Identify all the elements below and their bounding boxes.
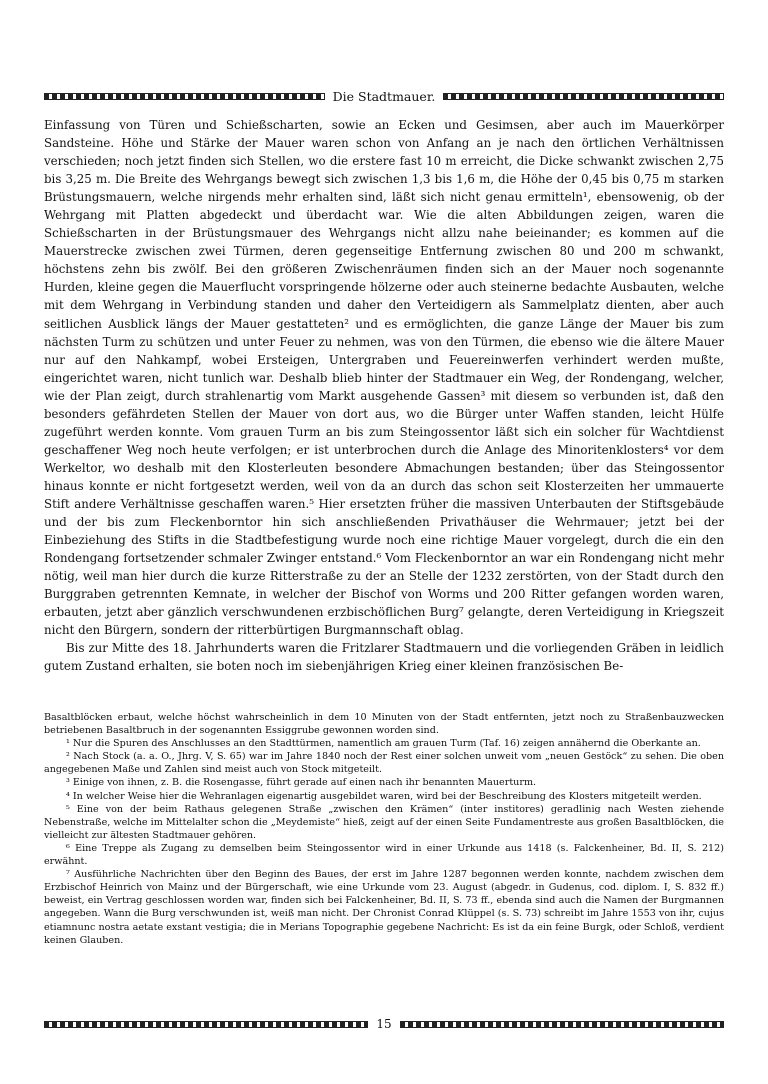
footnote-7: ⁷ Ausführliche Nachrichten über den Beginn des Baues, der erst im Jahre 1287 begonnen werden konnte, nachdem zwischen dem Erzbischof Heinrich von Mainz und der Bürgerschaft, wie eine Urkunde vom 23. August (abgedr. in Gudenus, cod. diplom. I, S. 832 ff.) beweist, ein Vertrag geschlossen worden war, finden sich bei Falckenheiner, Bd. II, S. 73 ff., ebenda sind auch die Namen der Burgmannen angegeben. Wann die Burg verschwunden ist, weiß man nicht. Der Chronist Conrad Klüppel (s. S. 73) schreibt im Jahre 1553 von ihr, cujus etiamnunc nostra aetate exstant vestigia; die in Merians Topographie gegebene Nachricht: Es ist da ein feine Burgk, oder Schloß, verdient keinen Glauben. [44,869,724,946]
footer-ornament-left [44,1021,368,1028]
footnote-continuation: Basaltblöcken erbaut, welche höchst wahrscheinlich in dem 10 Minuten von der Stadt entfernten, jetzt noch zu Straßenbauzwecken betriebenen Basaltbruch in der sogenannten Essiggrube gewonnen worden sind. [44,712,724,737]
footnote-6: ⁶ Eine Treppe als Zugang zu demselben beim Steingossentor wird in einer Urkunde aus 1418 (s. Falckenheiner, Bd. II, S. 212) erwähnt. [44,842,724,868]
footnote-4: ⁴ In welcher Weise hier die Wehranlagen eigenartig ausgebildet waren, wird bei der Beschreibung des Klosters mitgeteilt werden. [66,790,702,802]
footer-ornament-right [400,1021,724,1028]
footnote-1: ¹ Nur die Spuren des Anschlusses an den Stadttürmen, namentlich am grauen Turm (Taf. 16) zeigen annähernd die Oberkante an. [66,738,701,750]
page-number: 15 [376,1017,392,1031]
running-title: Die Stadtmauer. [332,88,436,104]
running-header [44,88,724,104]
header-ornament-left [44,93,325,100]
main-text [44,116,724,675]
footnote-2: ² Nach Stock (a. a. O., Jhrg. V, S. 65) war im Jahre 1840 noch der Rest einer solchen unweit vom „neuen Gestöck“ zu sehen. Die oben angegebenen Maße und Zahlen sind meist auch von Stock mitgeteilt. [44,751,724,776]
footnote-3: ³ Einige von ihnen, z. B. die Rosengasse, führt gerade auf einen nach ihr benannten Mauerturm. [66,777,537,789]
footnotes [44,711,724,947]
paragraph-1: Einfassung von Türen und Schießscharten, sowie an Ecken und Gesimsen, aber auch im Mauerkörper Sandsteine. Höhe und Stärke der Mauer waren schon von Anfang an je nach den örtlichen Verhältnissen verschieden; noch jetzt finden sich Stellen, wo die erstere fast 10 m erreicht, die Dicke schwankt zwischen 2,75 bis 3,25 m. Die Breite des Wehrgangs bewegt sich zwischen 1,3 bis 1,6 m, die Höhe der 0,45 bis 0,75 m starken Brüstungsmauern, welche nirgends mehr erhalten sind, läßt sich nicht genau ermitteln¹, ebensowenig, ob der Wehrgang mit Platten abgedeckt und überdacht war. Wie die alten Abbildungen zeigen, waren die Schießscharten in der Brüstungsmauer des Wehrgangs nicht allzu nahe beieinander; es kommen auf die Mauerstrecke zwischen zwei Türmen, deren gegenseitige Entfernung zwischen 80 und 200 m schwankt, höchstens zehn bis zwölf. Bei den größeren Zwischenräumen finden sich an der Mauer noch sogenannte Hurden, kleine gegen die Mauerflucht vorspringende hölzerne oder auch steinerne bedachte Ausbauten, welche mit dem Wehrgang in Verbindung standen und daher den Verteidigern als Sammelplatz dienten, aber auch seitlichen Ausblick längs der Mauer gestatteten² und es ermöglichten, die ganze Länge der Mauer bis zum nächsten Turm zu schützen und unter Feuer zu nehmen, was von den Türmen, die ebenso wie die ältere Mauer nur auf den Nahkampf, wobei Ersteigen, Untergraben und Feuereinwerfen verhindert werden mußte, eingerichtet waren, nicht tunlich war. Deshalb blieb hinter der Stadtmauer ein Weg, der Rondengang, welcher, wie der Plan zeigt, durch strahlenartig vom Markt ausgehende Gassen³ mit diesem so verbunden ist, daß den besonders gefährdeten Stellen der Mauer von dort aus, wo die Bürger unter Waffen standen, leicht Hülfe zugeführt werden konnte. Vom grauen Turm an bis zum Steingossentor läßt sich ein solcher für Wachtdienst geschaffener Weg noch heute verfolgen; er ist unterbrochen durch die Anlage des Minoritenklosters⁴ vor dem Werkeltor, wo deshalb mit den Klosterleuten besondere Abmachungen bestanden; über das Steingossentor hinaus konnte er nicht fortgesetzt werden, weil von da an durch das schon seit Klosterzeiten her ummauerte Stift andere Verhältnisse geschaffen waren.⁵ Hier ersetzten früher die massiven Unterbauten der Stiftsgebäude und der bis zum Fleckenborntor hin sich anschließenden Privathäuser die Wehrmauer; jetzt bei der Einbeziehung des Stifts in die Stadtbefestigung wurde noch eine richtige Mauer vorgelegt, durch die ein den Rondengang fortsetzender schmaler Zwinger entstand.⁶ Vom Fleckenborntor an war ein Rondengang nicht mehr nötig, weil man hier durch die kurze Ritterstraße zu der an Stelle der 1232 zerstörten, von der Stadt durch den Burggraben getrennten Kemnate, in welcher der Bischof von Worms und 200 Ritter gefangen worden waren, erbauten, jetzt aber gänzlich verschwundenen erzbischöflichen Burg⁷ gelangte, deren Verteidigung in Kriegszeit nicht den Bürgern, sondern der ritterbürtigen Burgmannschaft oblag. [44,118,724,638]
footnote-5: ⁵ Eine von der beim Rathaus gelegenen Straße „zwischen den Krämen“ (inter institores) geradlinig nach Westen ziehende Nebenstraße, welche im Mittelalter schon die „Meydemiste“ hieß, zeigt auf der einen Seite Fundamentreste aus großen Basaltblöcken, die vielleicht zur ältesten Stadtmauer gehören. [44,803,724,841]
header-ornament-right [443,93,724,100]
page-footer [44,1016,724,1032]
paragraph-2: Bis zur Mitte des 18. Jahrhunderts waren die Fritzlarer Stadtmauern und die vorliegenden Gräben in leidlich gutem Zustand erhalten, sie boten noch im siebenjährigen Krieg einer kleinen französischen Be- [44,641,724,674]
